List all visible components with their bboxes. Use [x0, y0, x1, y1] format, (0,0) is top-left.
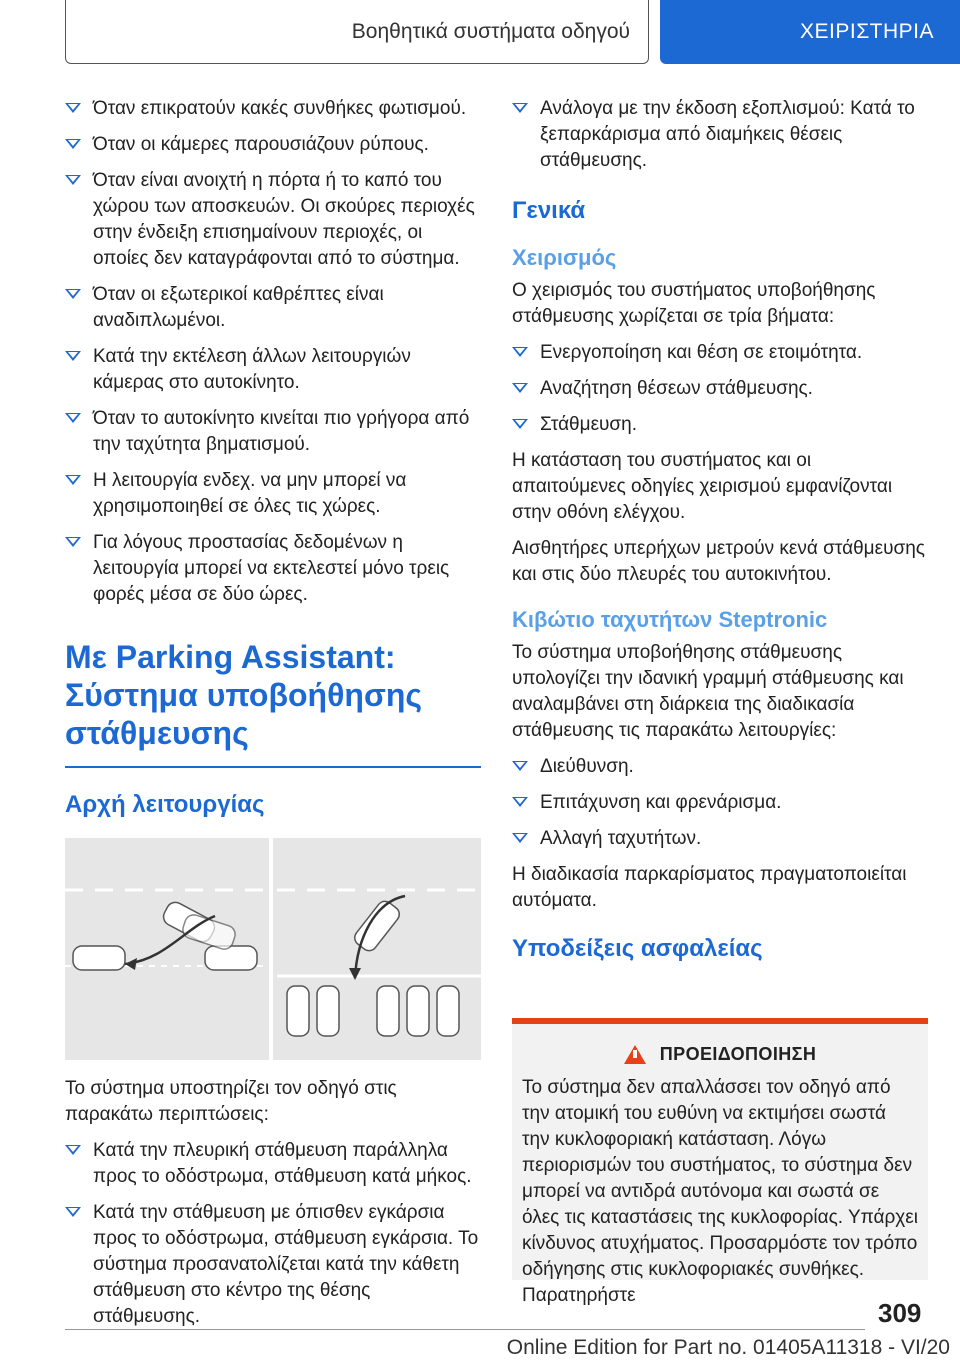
bullet-triangle-icon: [65, 289, 81, 299]
auto-text: Η διαδικασία παρκαρίσματος πραγματοποιείται αυτόματα.: [512, 864, 907, 911]
bullet-triangle-icon: [65, 1207, 81, 1217]
steptronic-text: Το σύστημα υποβοήθησης στάθμευσης υπολογίζει την ιδανική γραμμή στάθμευσης και αναλαμβάνει στη διάρκεια της διαδικασία στάθμευσης τις παρακάτω λειτουργίες:: [512, 642, 904, 741]
list-item: Επιτάχυνση και φρενάρισμα.: [512, 790, 928, 816]
list-item: Αλλαγή ταχυτήτων.: [512, 826, 928, 852]
operation-heading: Χειρισμός: [512, 245, 617, 270]
list-item: Όταν το αυτοκίνητο κινείται πιο γρήγορα από την ταχύτητα βηματισμού.: [65, 406, 481, 458]
bullet-triangle-icon: [512, 797, 528, 807]
bullet-triangle-icon: [512, 419, 528, 429]
list-item: Για λόγους προστασίας δεδομένων η λειτουργία μπορεί να εκτελεστεί μόνο τρεις φορές μέσα σε δύο ώρες.: [65, 530, 481, 608]
bullet-triangle-icon: [512, 347, 528, 357]
list-item: Κατά την στάθμευση με όπισθεν εγκάρσια προς το οδόστρωμα, στάθμευση εγκάρσια. Το σύστημα προσανατολίζεται κατά την κάθετη στάθμευση στο κέντρο της θέσης στάθμευσης.: [65, 1200, 481, 1330]
status-text: Η κατάσταση του συστήματος και οι απαιτούμενες οδηγίες χειρισμού εμφανίζονται στην οθόνη ελέγχου.: [512, 450, 893, 523]
bullet-triangle-icon: [65, 351, 81, 361]
warning-title: ΠΡΟΕΙΔΟΠΟΙΗΣΗ: [659, 1044, 817, 1064]
list-item: Η λειτουργία ενδεχ. να μην μπορεί να χρησιμοποιηθεί σε όλες τις χώρες.: [65, 468, 481, 520]
list-item: Αναζήτηση θέσεων στάθμευσης.: [512, 376, 928, 402]
steptronic-heading: Κιβώτιο ταχυτήτων Steptronic: [512, 607, 828, 632]
edition-footer: Online Edition for Part no. 01405A11318 - VI/20: [506, 1336, 950, 1359]
parking-illustration-svg: [65, 838, 481, 1060]
bullet-triangle-icon: [65, 1145, 81, 1155]
list-item: Διεύθυνση.: [512, 754, 928, 780]
bullet-triangle-icon: [65, 103, 81, 113]
list-item: Κατά την πλευρική στάθμευση παράλληλα προς το οδόστρωμα, στάθμευση κατά μήκος.: [65, 1138, 481, 1190]
warning-triangle-icon: [624, 1045, 646, 1064]
parking-illustration: [65, 838, 481, 1060]
chapter-tab[interactable]: ΧΕΙΡΙΣΤΗΡΙΑ: [660, 0, 960, 64]
bullet-triangle-icon: [65, 537, 81, 547]
bullet-triangle-icon: [65, 139, 81, 149]
page-header: [0, 0, 960, 66]
footer-divider: [65, 1329, 865, 1330]
warning-text: Το σύστημα δεν απαλλάσσει τον οδηγό από την ατομική του ευθύνη να εκτιμήσει σωστά την κυκλοφοριακή κατάσταση. Λόγω περιορισμών του συστήματος, το σύστημα δεν μπορεί να αντιδρά αυτόνομα και σωστά σε όλες τις καταστάσεις της κυκλοφορίας. Υπάρχει κίνδυνος ατυχήματος. Προσαρμόστε τον τρόπο οδήγησης στις κυκλοφοριακές συνθήκες. Παρατηρήστε: [522, 1077, 918, 1306]
list-item: Ανάλογα με την έκδοση εξοπλισμού: Κατά το ξεπαρκάρισμα από διαμήκεις θέσεις στάθμευσης.: [512, 96, 928, 174]
intro-text: Το σύστημα υποστηρίζει τον οδηγό στις παρακάτω περιπτώσεις:: [65, 1078, 397, 1125]
list-item: Στάθμευση.: [512, 412, 928, 438]
list-item: Ενεργοποίηση και θέση σε ετοιμότητα.: [512, 340, 928, 366]
list-item: Όταν οι κάμερες παρουσιάζουν ρύπους.: [65, 132, 481, 158]
section-title: Βοηθητικά συστήματα οδηγού: [65, 0, 649, 64]
bullet-triangle-icon: [512, 103, 528, 113]
heading-divider: [65, 766, 481, 768]
warning-title-row: [522, 1044, 918, 1065]
main-heading: Με Parking Assistant: Σύστημα υποβοήθησης στάθμευσης: [65, 639, 423, 751]
bullet-triangle-icon: [65, 475, 81, 485]
bullet-triangle-icon: [512, 383, 528, 393]
sensor-text: Αισθητήρες υπερήχων μετρούν κενά στάθμευσης και στις δύο πλευρές του αυτοκινήτου.: [512, 538, 925, 585]
right-column: [512, 96, 928, 982]
list-item: Όταν είναι ανοιχτή η πόρτα ή το καπό του χώρου των αποσκευών. Οι σκούρες περιοχές στην ένδειξη επισημαίνουν περιοχές, οι οποίες δεν καταγράφονται από το σύστημα.: [65, 168, 481, 272]
bullet-triangle-icon: [512, 761, 528, 771]
safety-heading: Υποδείξεις ασφαλείας: [512, 935, 763, 962]
general-heading: Γενικά: [512, 197, 586, 224]
bullet-triangle-icon: [512, 833, 528, 843]
list-item: Όταν οι εξωτερικοί καθρέπτες είναι αναδιπλωμένοι.: [65, 282, 481, 334]
left-column: [65, 96, 481, 1340]
operation-text: Ο χειρισμός του συστήματος υποβοήθησης στάθμευσης χωρίζεται σε τρία βήματα:: [512, 280, 876, 327]
page-number: 309: [878, 1298, 922, 1328]
principle-heading: Αρχή λειτουργίας: [65, 791, 265, 818]
list-item: Όταν επικρατούν κακές συνθήκες φωτισμού.: [65, 96, 481, 122]
warning-box: [512, 1018, 928, 1306]
bullet-triangle-icon: [65, 413, 81, 423]
bullet-triangle-icon: [65, 175, 81, 185]
list-item: Κατά την εκτέλεση άλλων λειτουργιών κάμερας στο αυτοκίνητο.: [65, 344, 481, 396]
